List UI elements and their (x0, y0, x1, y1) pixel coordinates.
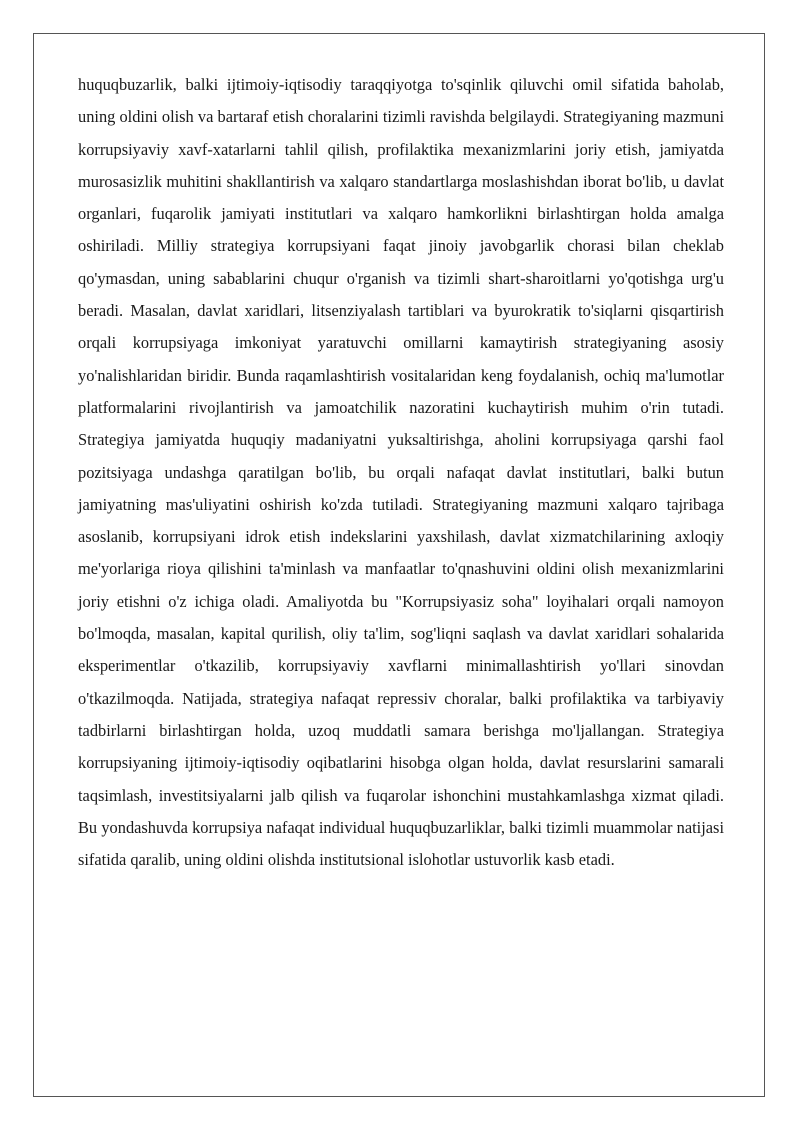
body-paragraph: huquqbuzarlik, balki ijtimoiy-iqtisodiy taraqqiyotga to'sqinlik qiluvchi omil sifatida baholab, uning oldini olish va bartaraf etish choralarini tizimli ravishda belgilaydi. Strategiyaning mazmuni korrupsiyaviy xavf-xatarlarni tahlil qilish, profilaktika mexanizmlarini joriy etish, jamiyatda murosasizlik muhitini shakllantirish va xalqaro standartlarga moslashishdan iborat bo'lib, u davlat organlari, fuqarolik jamiyati institutlari va xalqaro hamkorlikni birlashtirgan holda amalga oshiriladi. Milliy strategiya korrupsiyani faqat jinoiy javobgarlik chorasi bilan cheklab qo'ymasdan, uning sabablarini chuqur o'rganish va tizimli shart-sharoitlarni yo'qotishga urg'u beradi. Masalan, davlat xaridlari, litsenziyalash tartiblari va byurokratik to'siqlarni qisqartirish orqali korrupsiyaga imkoniyat yaratuvchi omillarni kamaytirish strategiyaning asosiy yo'nalishlaridan biridir. Bunda raqamlashtirish vositalaridan keng foydalanish, ochiq ma'lumotlar platformalarini rivojlantirish va jamoatchilik nazoratini kuchaytirish muhim o'rin tutadi. Strategiya jamiyatda huquqiy madaniyatni yuksaltirishga, aholini korrupsiyaga qarshi faol pozitsiyaga undashga qaratilgan bo'lib, bu orqali nafaqat davlat institutlari, balki butun jamiyatning mas'uliyatini oshirish ko'zda tutiladi. Strategiyaning mazmuni xalqaro tajribaga asoslanib, korrupsiyani idrok etish indekslarini yaxshilash, davlat xizmatchilarining axloqiy me'yorlariga rioya qilishini ta'minlash va manfaatlar to'qnashuvini oldini olish mexanizmlarini joriy etishni o'z ichiga oladi. Amaliyotda bu "Korrupsiyasiz soha" loyihalari orqali namoyon bo'lmoqda, masalan, kapital qurilish, oliy ta'lim, sog'liqni saqlash va davlat xaridlari sohalarida eksperimentlar o'tkazilib, korrupsiyaviy xavflarni minimallashtirish yo'llari sinovdan o'tkazilmoqda. Natijada, strategiya nafaqat repressiv choralar, balki profilaktika va tarbiyaviy tadbirlarni birlashtirgan holda, uzoq muddatli samara berishga mo'ljallangan. Strategiya korrupsiyaning ijtimoiy-iqtisodiy oqibatlarini hisobga olgan holda, davlat resurslarini samarali taqsimlash, investitsiyalarni jalb qilish va fuqarolar ishonchini mustahkamlashga xizmat qiladi. Bu yondashuvda korrupsiya nafaqat individual huquqbuzarliklar, balki tizimli muammolar natijasi sifatida qaralib, uning oldini olishda institutsional islohotlar ustuvorlik kasb etadi. (78, 75, 724, 870)
